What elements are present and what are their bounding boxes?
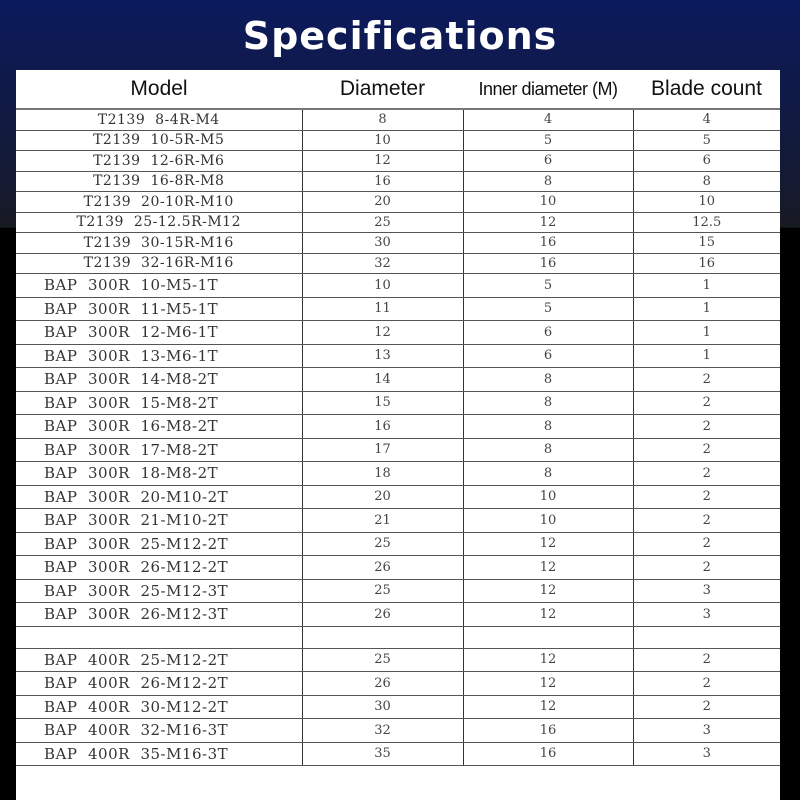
- table-row: [16, 233, 780, 254]
- inner-diameter-cell: 12: [463, 532, 633, 556]
- blade-count-cell: 2: [633, 695, 780, 719]
- inner-diameter-cell: 12: [463, 648, 633, 672]
- model-cell: BAP 400R 35-M16-3T: [16, 742, 302, 766]
- blade-count-cell: 1: [633, 274, 780, 298]
- empty-cell: [16, 626, 302, 648]
- table-row: [16, 171, 780, 192]
- table-row: [16, 130, 780, 151]
- model-cell: BAP 400R 25-M12-2T: [16, 648, 302, 672]
- inner-diameter-cell: 8: [463, 462, 633, 486]
- diameter-cell: 8: [302, 109, 463, 130]
- diameter-cell: 13: [302, 344, 463, 368]
- model-cell: BAP 300R 16-M8-2T: [16, 415, 302, 439]
- inner-diameter-cell: 6: [463, 344, 633, 368]
- model-cell: BAP 300R 17-M8-2T: [16, 438, 302, 462]
- inner-diameter-cell: 10: [463, 192, 633, 213]
- model-cell: BAP 300R 26-M12-3T: [16, 603, 302, 627]
- diameter-cell: 26: [302, 556, 463, 580]
- inner-diameter-cell: 10: [463, 485, 633, 509]
- diameter-cell: 25: [302, 532, 463, 556]
- blade-count-cell: 2: [633, 368, 780, 392]
- diameter-cell: 17: [302, 438, 463, 462]
- inner-diameter-cell: 8: [463, 171, 633, 192]
- blade-count-cell: 2: [633, 391, 780, 415]
- specifications-table-container: [16, 70, 780, 800]
- inner-diameter-cell: 8: [463, 368, 633, 392]
- diameter-cell: 26: [302, 672, 463, 696]
- empty-cell: [463, 626, 633, 648]
- specifications-table: [16, 70, 780, 766]
- model-cell: BAP 300R 15-M8-2T: [16, 391, 302, 415]
- diameter-cell: 10: [302, 274, 463, 298]
- model-cell: T2139 8-4R-M4: [16, 109, 302, 130]
- blade-count-cell: 2: [633, 672, 780, 696]
- diameter-cell: 35: [302, 742, 463, 766]
- diameter-cell: 12: [302, 321, 463, 345]
- column-header-blade-count: Blade count: [633, 70, 780, 109]
- diameter-cell: 25: [302, 648, 463, 672]
- diameter-cell: 10: [302, 130, 463, 151]
- blade-count-cell: 3: [633, 603, 780, 627]
- blade-count-cell: 3: [633, 742, 780, 766]
- model-cell: T2139 10-5R-M5: [16, 130, 302, 151]
- table-row: [16, 695, 780, 719]
- model-cell: T2139 12-6R-M6: [16, 151, 302, 172]
- model-cell: T2139 32-16R-M16: [16, 253, 302, 274]
- table-body: [16, 109, 780, 766]
- inner-diameter-cell: 8: [463, 391, 633, 415]
- inner-diameter-cell: 12: [463, 579, 633, 603]
- model-cell: BAP 300R 18-M8-2T: [16, 462, 302, 486]
- table-row: [16, 415, 780, 439]
- diameter-cell: 32: [302, 719, 463, 743]
- diameter-cell: 18: [302, 462, 463, 486]
- table-row: [16, 391, 780, 415]
- inner-diameter-cell: 12: [463, 695, 633, 719]
- table-row: [16, 151, 780, 172]
- empty-cell: [302, 626, 463, 648]
- blade-count-cell: 2: [633, 509, 780, 533]
- model-cell: BAP 300R 13-M6-1T: [16, 344, 302, 368]
- model-cell: T2139 25-12.5R-M12: [16, 212, 302, 233]
- blade-count-cell: 4: [633, 109, 780, 130]
- blade-count-cell: 2: [633, 462, 780, 486]
- table-row: [16, 274, 780, 298]
- blade-count-cell: 6: [633, 151, 780, 172]
- model-cell: BAP 400R 30-M12-2T: [16, 695, 302, 719]
- inner-diameter-cell: 12: [463, 556, 633, 580]
- model-cell: BAP 300R 25-M12-3T: [16, 579, 302, 603]
- diameter-cell: 30: [302, 233, 463, 254]
- table-row: [16, 742, 780, 766]
- blade-count-cell: 3: [633, 579, 780, 603]
- diameter-cell: 25: [302, 579, 463, 603]
- inner-diameter-cell: 5: [463, 297, 633, 321]
- table-row: [16, 603, 780, 627]
- blade-count-cell: 12.5: [633, 212, 780, 233]
- inner-diameter-cell: 10: [463, 509, 633, 533]
- blade-count-cell: 16: [633, 253, 780, 274]
- inner-diameter-cell: 5: [463, 274, 633, 298]
- blade-count-cell: 1: [633, 344, 780, 368]
- blade-count-cell: 3: [633, 719, 780, 743]
- table-row: [16, 462, 780, 486]
- table-row: [16, 438, 780, 462]
- inner-diameter-cell: 4: [463, 109, 633, 130]
- model-cell: BAP 400R 26-M12-2T: [16, 672, 302, 696]
- model-cell: T2139 16-8R-M8: [16, 171, 302, 192]
- model-cell: BAP 300R 26-M12-2T: [16, 556, 302, 580]
- diameter-cell: 16: [302, 171, 463, 192]
- model-cell: BAP 300R 14-M8-2T: [16, 368, 302, 392]
- table-row: [16, 321, 780, 345]
- table-header-row: [16, 70, 780, 109]
- table-row: [16, 509, 780, 533]
- blade-count-cell: 5: [633, 130, 780, 151]
- blade-count-cell: 2: [633, 556, 780, 580]
- diameter-cell: 26: [302, 603, 463, 627]
- blade-count-cell: 2: [633, 532, 780, 556]
- diameter-cell: 21: [302, 509, 463, 533]
- table-row: [16, 579, 780, 603]
- blade-count-cell: 8: [633, 171, 780, 192]
- model-cell: BAP 400R 32-M16-3T: [16, 719, 302, 743]
- diameter-cell: 12: [302, 151, 463, 172]
- blade-count-cell: 2: [633, 648, 780, 672]
- inner-diameter-cell: 16: [463, 253, 633, 274]
- table-row: [16, 368, 780, 392]
- inner-diameter-cell: 12: [463, 212, 633, 233]
- column-header-diameter: Diameter: [302, 70, 463, 109]
- model-cell: T2139 20-10R-M10: [16, 192, 302, 213]
- model-cell: BAP 300R 20-M10-2T: [16, 485, 302, 509]
- table-row: [16, 648, 780, 672]
- page-title: Specifications: [242, 14, 558, 58]
- model-cell: BAP 300R 12-M6-1T: [16, 321, 302, 345]
- column-header-model: Model: [16, 70, 302, 109]
- diameter-cell: 32: [302, 253, 463, 274]
- table-row: [16, 212, 780, 233]
- model-cell: BAP 300R 11-M5-1T: [16, 297, 302, 321]
- blade-count-cell: 2: [633, 485, 780, 509]
- table-row: [16, 192, 780, 213]
- blade-count-cell: 1: [633, 321, 780, 345]
- model-cell: BAP 300R 10-M5-1T: [16, 274, 302, 298]
- inner-diameter-cell: 5: [463, 130, 633, 151]
- blade-count-cell: 15: [633, 233, 780, 254]
- diameter-cell: 25: [302, 212, 463, 233]
- blade-count-cell: 2: [633, 415, 780, 439]
- table-spacer-row: [16, 626, 780, 648]
- inner-diameter-cell: 6: [463, 151, 633, 172]
- model-cell: T2139 30-15R-M16: [16, 233, 302, 254]
- inner-diameter-cell: 8: [463, 438, 633, 462]
- inner-diameter-cell: 8: [463, 415, 633, 439]
- diameter-cell: 20: [302, 192, 463, 213]
- blade-count-cell: 10: [633, 192, 780, 213]
- diameter-cell: 16: [302, 415, 463, 439]
- inner-diameter-cell: 16: [463, 742, 633, 766]
- table-row: [16, 344, 780, 368]
- table-row: [16, 485, 780, 509]
- diameter-cell: 20: [302, 485, 463, 509]
- inner-diameter-cell: 12: [463, 672, 633, 696]
- model-cell: BAP 300R 25-M12-2T: [16, 532, 302, 556]
- model-cell: BAP 300R 21-M10-2T: [16, 509, 302, 533]
- diameter-cell: 15: [302, 391, 463, 415]
- empty-cell: [633, 626, 780, 648]
- inner-diameter-cell: 16: [463, 233, 633, 254]
- column-header-inner-diameter: Inner diameter (M): [463, 70, 633, 109]
- table-row: [16, 556, 780, 580]
- blade-count-cell: 2: [633, 438, 780, 462]
- diameter-cell: 30: [302, 695, 463, 719]
- table-row: [16, 672, 780, 696]
- table-row: [16, 253, 780, 274]
- inner-diameter-cell: 16: [463, 719, 633, 743]
- table-row: [16, 532, 780, 556]
- blade-count-cell: 1: [633, 297, 780, 321]
- inner-diameter-cell: 12: [463, 603, 633, 627]
- diameter-cell: 11: [302, 297, 463, 321]
- diameter-cell: 14: [302, 368, 463, 392]
- table-row: [16, 297, 780, 321]
- table-row: [16, 719, 780, 743]
- table-row: [16, 109, 780, 130]
- inner-diameter-cell: 6: [463, 321, 633, 345]
